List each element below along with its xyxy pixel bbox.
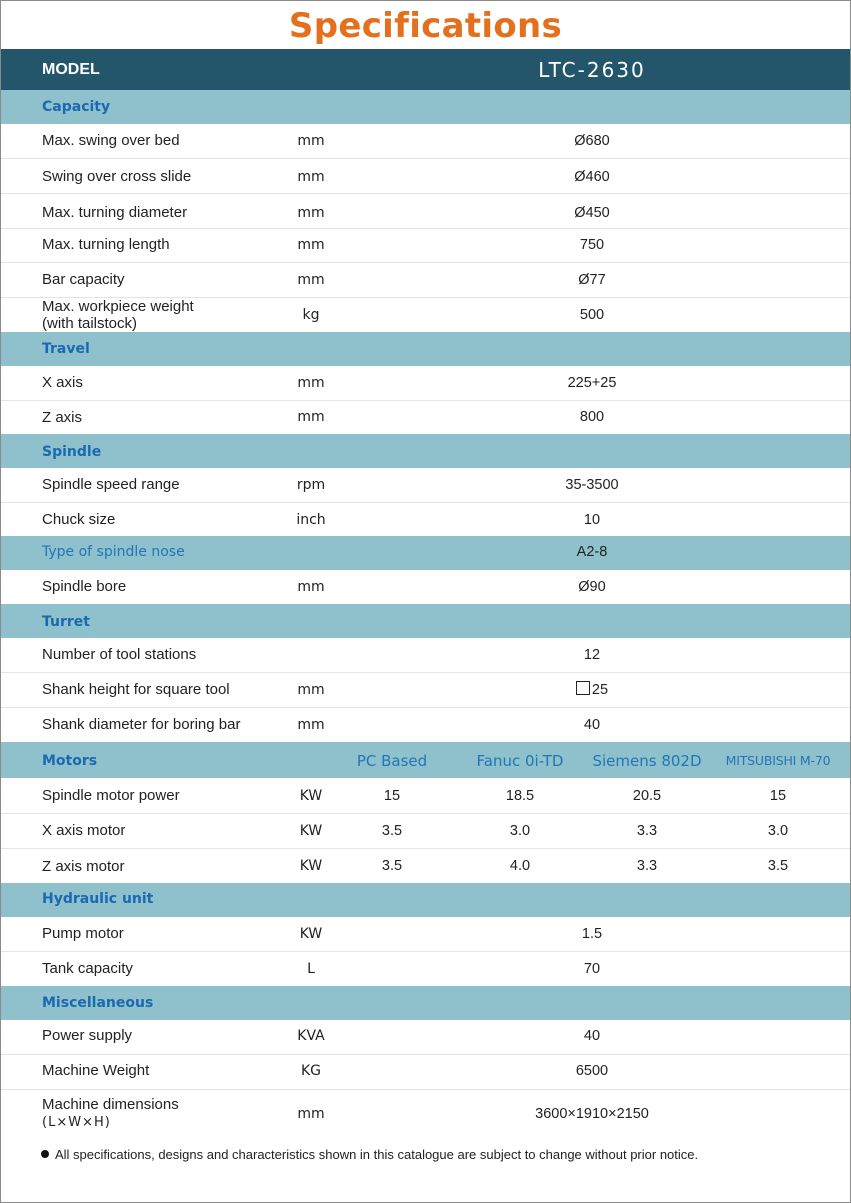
row-value: 40: [583, 717, 601, 733]
row-unit: mm: [297, 205, 325, 221]
row-label: Spindle bore: [42, 578, 127, 595]
row-label: Shank height for square tool: [42, 681, 230, 698]
row-label: Pump motor: [42, 925, 124, 942]
row-value: 750: [579, 237, 605, 253]
row-label: Chuck size: [42, 511, 116, 528]
row-label-line: (L×W×H): [42, 1115, 111, 1130]
row-unit: rpm: [296, 477, 326, 493]
section-travel: [1, 332, 850, 366]
row-value: 35-3500: [565, 477, 619, 493]
section-turret: [1, 604, 850, 638]
row-unit: mm: [297, 409, 325, 425]
row-label-multiline: [42, 1096, 179, 1131]
section-spindle: [1, 434, 850, 468]
motor-value: 3.3: [636, 823, 658, 839]
row-label: Max. turning diameter: [42, 204, 188, 221]
row-unit: KVA: [297, 1028, 325, 1044]
motor-value: 3.0: [767, 823, 789, 839]
row-unit: L: [307, 961, 315, 977]
row-unit: KW: [299, 823, 323, 839]
section-hydraulic: [1, 883, 850, 917]
row-label: Spindle speed range: [42, 476, 180, 493]
motor-value: 18.5: [505, 788, 535, 804]
row-unit: mm: [297, 133, 325, 149]
row-value: 1.5: [581, 926, 603, 942]
row-label-line: (with tailstock): [42, 315, 138, 332]
table-row: [1, 707, 850, 742]
table-row: [1, 366, 850, 400]
row-label: Machine Weight: [42, 1062, 150, 1079]
row-value: 10: [583, 512, 601, 528]
row-value: Ø90: [578, 579, 606, 595]
table-row: [1, 1054, 850, 1089]
row-value: Ø460: [574, 169, 610, 185]
motor-value: 3.5: [381, 858, 403, 874]
table-row: [1, 502, 850, 536]
row-unit: mm: [297, 169, 325, 185]
row-value: A2-8: [576, 544, 608, 560]
row-unit: mm: [297, 682, 325, 698]
motor-value: 15: [769, 788, 787, 804]
model-header-row: [1, 49, 850, 90]
motors-column-header: Fanuc 0i-TD: [476, 752, 564, 770]
model-value: LTC-2630: [538, 58, 646, 82]
table-row: [1, 400, 850, 434]
row-value: [401, 673, 783, 707]
motor-value: 4.0: [509, 858, 531, 874]
table-row: [1, 228, 850, 262]
table-row: [1, 262, 850, 297]
row-label-line: Machine dimensions: [42, 1096, 179, 1113]
row-label: Bar capacity: [42, 271, 125, 288]
motors-column-header: Siemens 802D: [592, 752, 702, 770]
row-label-line: Max. workpiece weight: [42, 298, 194, 315]
section-label: Miscellaneous: [42, 995, 154, 1011]
motor-value: 3.5: [381, 823, 403, 839]
table-row: [1, 193, 850, 228]
table-row: [1, 778, 850, 813]
row-label-multiline: [42, 298, 194, 332]
row-label: Number of tool stations: [42, 646, 197, 663]
row-label: Power supply: [42, 1027, 133, 1044]
row-value: 225+25: [567, 375, 617, 391]
motors-column-header: PC Based: [356, 752, 428, 770]
row-unit: KG: [300, 1063, 322, 1079]
section-label: Hydraulic unit: [42, 891, 154, 907]
table-row: [1, 672, 850, 707]
table-row: [1, 951, 850, 986]
row-value: 500: [579, 307, 605, 323]
row-label: Z axis motor: [42, 858, 125, 875]
row-unit: kg: [302, 307, 320, 323]
bullet-icon: [41, 1150, 49, 1158]
row-value: Ø450: [574, 205, 610, 221]
row-label: Max. swing over bed: [42, 132, 180, 149]
row-value: Ø680: [574, 133, 610, 149]
row-label: Max. turning length: [42, 236, 170, 253]
motors-column-header: MITSUBISHI M-70: [725, 753, 831, 768]
row-unit: mm: [297, 717, 325, 733]
section-capacity: [1, 90, 850, 124]
row-unit: KW: [299, 858, 323, 874]
row-unit: KW: [299, 926, 323, 942]
row-value: 3600×1910×2150: [535, 1106, 649, 1122]
disclaimer-text: All specifications, designs and characteristics shown in this catalogue are subject to change without prior notice.: [55, 1147, 699, 1162]
row-label: Shank diameter for boring bar: [42, 716, 241, 733]
row-label: Type of spindle nose: [42, 544, 185, 560]
row-unit: mm: [297, 272, 325, 288]
motor-value: 20.5: [632, 788, 662, 804]
row-value: 6500: [575, 1063, 609, 1079]
row-value: Ø77: [578, 272, 606, 288]
section-label: Turret: [42, 614, 90, 630]
page-title: Specifications: [288, 6, 563, 46]
table-row: [1, 917, 850, 951]
row-unit: mm: [297, 579, 325, 595]
table-row-highlighted: [1, 536, 850, 570]
table-row: [1, 1089, 850, 1138]
row-value: 800: [579, 409, 605, 425]
row-value: 40: [583, 1028, 601, 1044]
table-row: [1, 1020, 850, 1054]
motor-value: 3.5: [767, 858, 789, 874]
row-value: 12: [583, 647, 601, 663]
row-label: X axis motor: [42, 822, 126, 839]
motor-value: 3.0: [509, 823, 531, 839]
section-label: Capacity: [42, 99, 111, 115]
row-label: Swing over cross slide: [42, 168, 192, 185]
table-row: [1, 638, 850, 672]
row-label: Spindle motor power: [42, 787, 180, 804]
row-unit: mm: [297, 1106, 325, 1122]
section-motors: [1, 742, 850, 778]
square-symbol-icon: [576, 681, 590, 695]
row-label: Z axis: [42, 409, 83, 426]
row-value: 70: [583, 961, 601, 977]
row-unit: inch: [296, 512, 326, 528]
table-row: [1, 468, 850, 502]
model-label: MODEL: [42, 61, 100, 78]
row-unit: KW: [299, 788, 323, 804]
motor-value: 15: [383, 788, 401, 804]
section-label: Travel: [42, 341, 90, 357]
section-label: Spindle: [42, 444, 102, 460]
table-row: [1, 158, 850, 193]
row-unit: mm: [297, 237, 325, 253]
row-value-text: 25: [591, 682, 609, 698]
motor-value: 3.3: [636, 858, 658, 874]
section-miscellaneous: [1, 986, 850, 1020]
disclaimer-note: [41, 1147, 698, 1162]
table-row: [1, 124, 850, 158]
table-row: [1, 297, 850, 332]
table-row: [1, 848, 850, 883]
table-row: [1, 570, 850, 604]
section-label: Motors: [42, 753, 98, 769]
row-label: X axis: [42, 374, 83, 391]
row-unit: mm: [297, 375, 325, 391]
row-label: Tank capacity: [42, 960, 133, 977]
table-row: [1, 813, 850, 848]
